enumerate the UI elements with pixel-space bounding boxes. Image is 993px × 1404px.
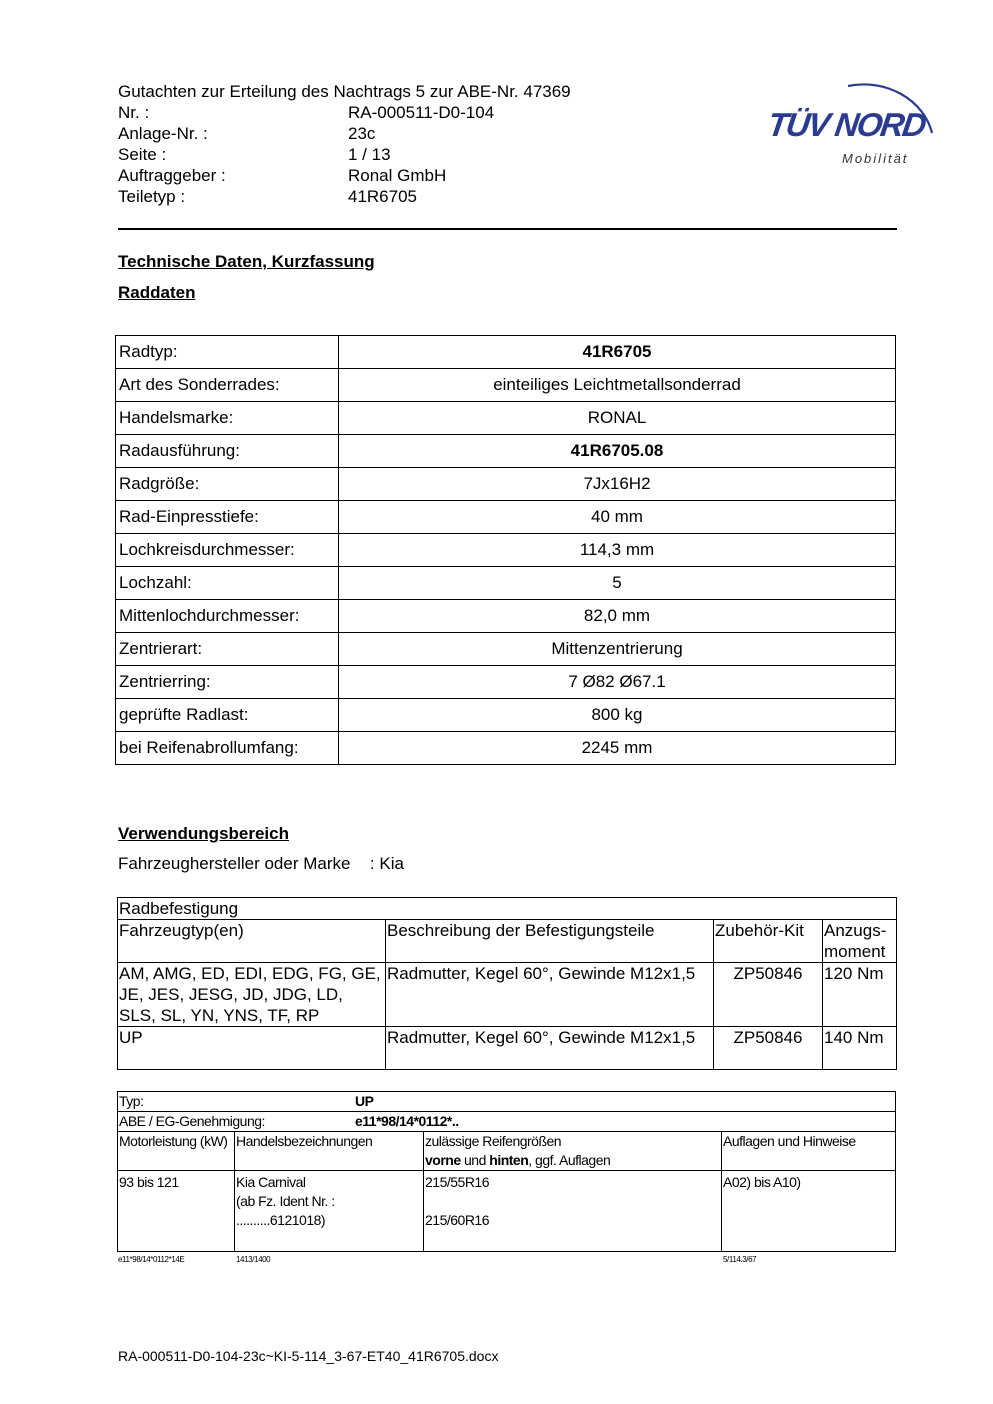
tuv-nord-logo: [760, 58, 950, 173]
raddaten-label: Radtyp:: [116, 336, 339, 369]
small-code-c: 5/114.3/67: [723, 1255, 757, 1264]
header-key: Teiletyp :: [118, 187, 186, 206]
table-row: [116, 666, 896, 699]
table-row: [116, 633, 896, 666]
table-row: [116, 534, 896, 567]
typ-cell: [118, 1092, 896, 1112]
table-row: [116, 369, 896, 402]
raddaten-label: Lochkreisdurchmesser:: [116, 534, 339, 567]
raddaten-label: bei Reifenabrollumfang:: [116, 732, 339, 765]
abe-row: [118, 1112, 896, 1132]
raddaten-label: Handelsmarke:: [116, 402, 339, 435]
raddaten-value: RONAL: [339, 402, 896, 435]
raddaten-label: Art des Sonderrades:: [116, 369, 339, 402]
handel-cell: [235, 1171, 424, 1252]
raddaten-value: 41R6705.08: [339, 435, 896, 468]
header-cell: Fahrzeugtyp(en): [118, 920, 386, 963]
header-row: [118, 102, 494, 123]
table-row: [116, 435, 896, 468]
typ-table: [117, 1091, 896, 1252]
table-row: [116, 468, 896, 501]
befestigung-title: Radbefestigung: [118, 898, 897, 920]
typ-row: [118, 1092, 896, 1112]
header-cell: Handelsbezeichnungen: [235, 1132, 424, 1171]
header-cell: Beschreibung der Befestigungsteile: [386, 920, 714, 963]
make-label: Fahrzeughersteller oder Marke: [118, 854, 351, 873]
raddaten-value: 2245 mm: [339, 732, 896, 765]
make-separator: :: [369, 854, 375, 873]
reifen-line: 215/55R16: [425, 1174, 490, 1190]
befestigung-title-row: [118, 898, 897, 920]
header-row: [118, 123, 375, 144]
typ-header-row: [118, 1132, 896, 1171]
description-cell: Radmutter, Kegel 60°, Gewinde M12x1,5: [386, 1027, 714, 1070]
raddaten-value: 41R6705: [339, 336, 896, 369]
raddaten-label: Radgröße:: [116, 468, 339, 501]
vehicle-types-cell: UP: [118, 1027, 386, 1070]
auflagen-cell: A02) bis A10): [722, 1171, 896, 1252]
raddaten-label: Zentrierring:: [116, 666, 339, 699]
small-code-a: e11*98/14*0112*14E: [118, 1255, 185, 1264]
motor-cell: 93 bis 121: [118, 1171, 235, 1252]
reifen-line: 215/60R16: [425, 1212, 490, 1228]
raddaten-label: geprüfte Radlast:: [116, 699, 339, 732]
raddaten-value: 7Jx16H2: [339, 468, 896, 501]
header-value: 1 / 13: [348, 145, 391, 164]
header-value: Ronal GmbH: [348, 166, 447, 185]
raddaten-label: Zentrierart:: [116, 633, 339, 666]
header-row: [118, 186, 417, 207]
section-tech-heading: Technische Daten, Kurzfassung: [118, 252, 375, 271]
logo-brand: TÜV NORD: [765, 106, 928, 143]
reifen-header-vorne: vorne: [425, 1152, 461, 1168]
torque-cell: 120 Nm: [823, 963, 897, 1027]
table-row: [118, 1027, 897, 1070]
raddaten-label: Radausführung:: [116, 435, 339, 468]
table-row: [116, 501, 896, 534]
raddaten-label: Mittenlochdurchmesser:: [116, 600, 339, 633]
header-key: Nr. :: [118, 103, 150, 122]
reifen-header-und: und: [460, 1152, 490, 1168]
befestigung-header-row: [118, 920, 897, 963]
abe-cell: [118, 1112, 896, 1132]
table-row: [116, 402, 896, 435]
header-row: [118, 165, 446, 186]
raddaten-table: [115, 335, 896, 765]
reifen-header-rest: , ggf. Auflagen: [528, 1152, 611, 1168]
logo-subtitle: Mobilität: [842, 151, 909, 166]
raddaten-value: 40 mm: [339, 501, 896, 534]
table-row: [116, 336, 896, 369]
raddaten-value: 82,0 mm: [339, 600, 896, 633]
table-row: [116, 567, 896, 600]
section-verwendung-heading: Verwendungsbereich: [118, 824, 289, 843]
raddaten-value: 800 kg: [339, 699, 896, 732]
header-value: 23c: [348, 124, 376, 143]
header-row: [118, 144, 391, 165]
raddaten-value: 7 Ø82 Ø67.1: [339, 666, 896, 699]
header-key: Anlage-Nr. :: [118, 124, 208, 143]
handel-line: ..........6121018): [236, 1212, 326, 1228]
footer-filename: RA-000511-D0-104-23c~KI-5-114_3-67-ET40_41R6705.docx: [118, 1348, 499, 1364]
vehicle-types-cell: AM, AMG, ED, EDI, EDG, FG, GE, JE, JES, JESG, JD, JDG, LD, SLS, SL, YN, YNS, TF, RP: [118, 963, 386, 1027]
reifen-header-line1: zulässige Reifengrößen: [425, 1133, 562, 1149]
reifen-header-hinten: hinten: [489, 1152, 529, 1168]
header-cell: Motorleistung (kW): [118, 1132, 235, 1171]
header-value: RA-000511-D0-104: [348, 103, 495, 122]
table-row: [116, 600, 896, 633]
raddaten-value: einteiliges Leichtmetallsonderrad: [339, 369, 896, 402]
handel-line: Kia Carnival: [236, 1174, 306, 1190]
kit-cell: ZP50846: [714, 963, 823, 1027]
handel-line: (ab Fz. Ident Nr. :: [236, 1193, 335, 1209]
document-title: Gutachten zur Erteilung des Nachtrags 5 zur ABE-Nr. 47369: [118, 82, 571, 101]
description-cell: Radmutter, Kegel 60°, Gewinde M12x1,5: [386, 963, 714, 1027]
header-cell: Zubehör-Kit: [714, 920, 823, 963]
header-key: Auftraggeber :: [118, 166, 226, 185]
typ-value: UP: [355, 1093, 374, 1109]
make-value: Kia: [379, 854, 404, 873]
section-raddaten-heading: Raddaten: [118, 283, 196, 302]
typ-label: Typ:: [119, 1093, 144, 1109]
reifen-cell: [424, 1171, 722, 1252]
raddaten-label: Lochzahl:: [116, 567, 339, 600]
raddaten-value: Mittenzentrierung: [339, 633, 896, 666]
kit-cell: ZP50846: [714, 1027, 823, 1070]
raddaten-label: Rad-Einpresstiefe:: [116, 501, 339, 534]
table-row: [116, 732, 896, 765]
table-row: [118, 963, 897, 1027]
header-key: Seite :: [118, 145, 167, 164]
torque-cell: 140 Nm: [823, 1027, 897, 1070]
make-line: [118, 854, 404, 874]
header-cell: Anzugs-moment: [823, 920, 897, 963]
header-cell: Auflagen und Hinweise: [722, 1132, 896, 1171]
raddaten-value: 5: [339, 567, 896, 600]
abe-value: e11*98/14*0112*..: [355, 1113, 459, 1129]
table-row: [116, 699, 896, 732]
raddaten-value: 114,3 mm: [339, 534, 896, 567]
small-code-b: 1413/1400: [236, 1255, 271, 1264]
table-row: [118, 1171, 896, 1252]
header-divider: [118, 228, 897, 230]
header-value: 41R6705: [348, 187, 418, 206]
header-cell: [424, 1132, 722, 1171]
befestigung-table: [117, 897, 897, 1070]
abe-label: ABE / EG-Genehmigung:: [119, 1113, 265, 1129]
